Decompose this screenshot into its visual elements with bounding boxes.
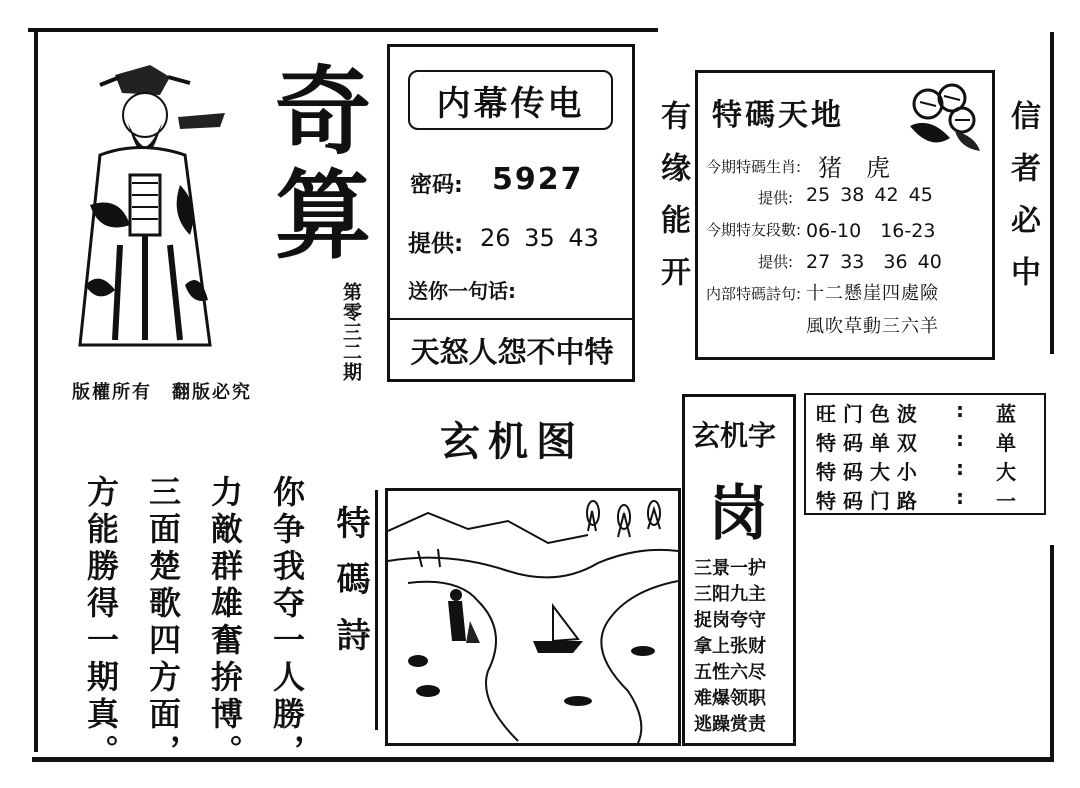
segment-value: 06-10 16-23 — [806, 220, 936, 242]
outer-frame-top — [28, 28, 658, 32]
outer-frame-left — [34, 32, 38, 752]
stats-value: 大 — [996, 460, 1016, 484]
sage-figure-illustration — [60, 55, 240, 365]
poem-column-4: 方能勝得一期真。 — [82, 475, 120, 771]
stats-label: 特 码 门 路 — [816, 489, 917, 513]
fruit-icon — [900, 76, 985, 156]
page-title — [268, 56, 378, 272]
poem-line-2: 風吹草動三六羊 — [806, 316, 939, 337]
title-char-top: 奇 — [275, 56, 371, 168]
inner-heading: 内幕传电 — [436, 84, 585, 124]
mystic-word-line: 五性六尽 — [694, 662, 766, 683]
poem-divider — [375, 490, 378, 730]
mystic-word-line: 捉岗夸守 — [694, 610, 766, 631]
outer-frame-right — [1050, 32, 1054, 354]
zodiac-provide-label: 提供: — [758, 189, 794, 207]
mystic-word-line: 三阳九主 — [694, 584, 766, 605]
stats-sep: : — [956, 398, 964, 422]
stats-sep: : — [956, 456, 964, 480]
poem-label: 内部特碼詩句: — [706, 285, 802, 303]
stats-label: 旺 门 色 波 — [816, 402, 917, 426]
stats-value: 蓝 — [996, 402, 1016, 426]
special-world-heading: 特碼天地 — [712, 98, 844, 133]
mystic-word-line: 三景一护 — [694, 558, 766, 579]
poem-column-1: 你争我夺一人勝， — [268, 475, 306, 771]
stats-sep: : — [956, 427, 964, 451]
stats-row — [816, 456, 1040, 485]
mystic-word-char: 岗 — [708, 479, 768, 549]
stats-label: 特 码 大 小 — [816, 460, 917, 484]
stats-value: 一 — [996, 489, 1016, 513]
stats-table — [816, 398, 1040, 514]
copyright-notice: 版權所有 翻版必究 — [72, 382, 252, 403]
segment-label: 今期特友段數: — [706, 221, 802, 239]
poem-column-2: 力敵群雄奮拚博。 — [206, 475, 244, 771]
issue-number: 第零三二期 — [340, 282, 362, 382]
phrase-text: 天怒人怨不中特 — [410, 335, 614, 369]
poem-title: 特碼詩 — [330, 505, 370, 673]
code-value: 5927 — [492, 162, 584, 197]
poem-column-3: 三面楚歌四方面， — [144, 475, 182, 771]
zodiac-value: 猪 虎 — [818, 154, 890, 182]
mystic-word-line: 拿上张财 — [694, 636, 766, 657]
provide-label: 提供: — [408, 231, 464, 257]
title-char-bottom: 算 — [275, 160, 371, 272]
mystic-word-title: 玄机字 — [692, 419, 777, 452]
landscape-illustration — [388, 491, 678, 743]
mystic-chart-title: 玄机图 — [440, 419, 584, 465]
mystic-word-line: 逃躁赏责 — [694, 714, 766, 735]
stats-row — [816, 485, 1040, 514]
segment-provide: 27 33 36 40 — [806, 251, 942, 273]
segment-provide-label: 提供: — [758, 253, 794, 271]
zodiac-label: 今期特碼生肖: — [706, 158, 802, 176]
side-text-left: 有缘能开 — [655, 100, 690, 308]
phrase-label: 送你一句话: — [408, 279, 516, 303]
stats-value: 单 — [996, 431, 1016, 455]
zodiac-provide: 25 38 42 45 — [806, 184, 933, 206]
outer-frame-right-lower — [1050, 545, 1054, 757]
side-text-right: 信者必中 — [1005, 100, 1040, 308]
mystic-word-line: 难爆领职 — [694, 688, 766, 709]
stats-label: 特 码 单 双 — [816, 431, 917, 455]
poem-line-1: 十二懸崖四處險 — [806, 283, 939, 304]
provide-values: 26 35 43 — [480, 224, 599, 252]
code-label: 密码: — [410, 173, 463, 198]
mystic-word-lines — [694, 556, 766, 738]
stats-sep: : — [956, 485, 964, 509]
stats-row — [816, 398, 1040, 427]
stats-row — [816, 427, 1040, 456]
